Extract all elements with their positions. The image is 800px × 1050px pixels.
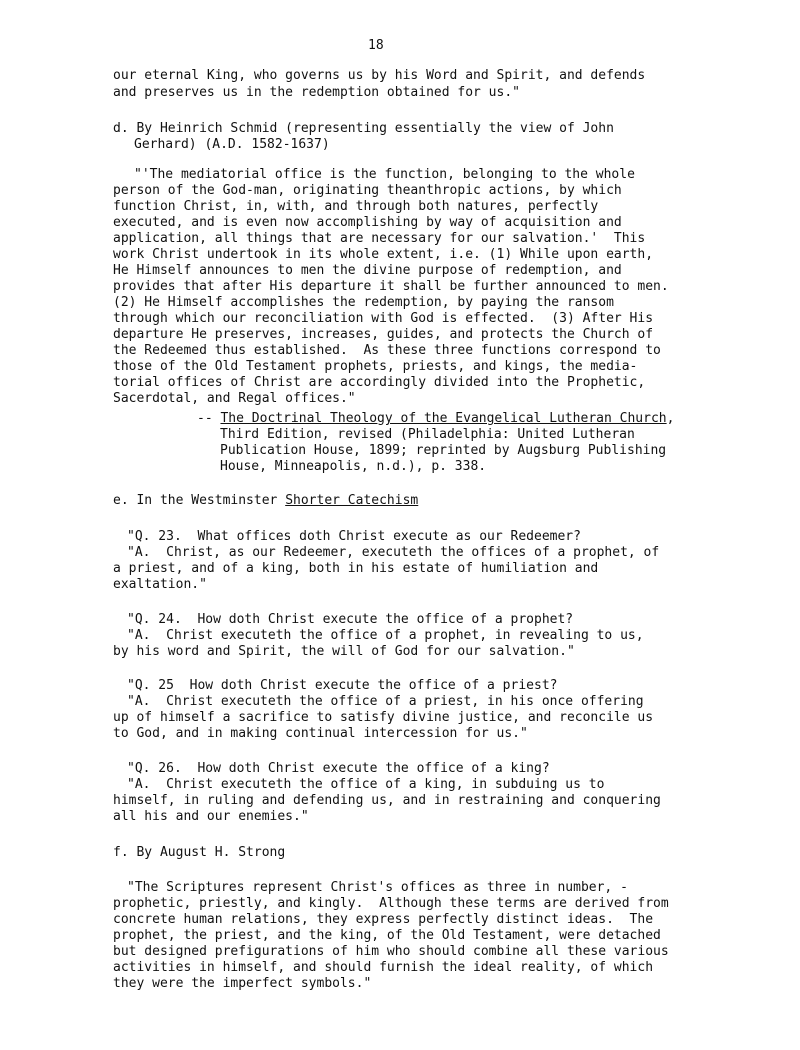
citation-line: [197, 411, 674, 427]
text-line: through which our reconciliation with God is effected. (3) After His: [113, 311, 654, 326]
text-line: concrete human relations, they express perfectly distinct ideas. The: [113, 912, 654, 927]
text-line: provides that after His departure it shall be further announced to men.: [113, 279, 669, 294]
answer-line: exaltation.": [113, 577, 207, 592]
answer-line: "A. Christ, as our Redeemer, executeth the offices of a prophet, of: [127, 545, 660, 560]
text-line: "'The mediatorial office is the function, belonging to the whole: [134, 167, 635, 182]
question-line: "Q. 26. How doth Christ execute the office of a king?: [127, 761, 550, 776]
citation-line: House, Minneapolis, n.d.), p. 338.: [220, 459, 487, 474]
text-line: function Christ, in, with, and through both natures, perfectly: [113, 199, 599, 214]
citation-title-suffix: ,: [666, 411, 675, 426]
text-line: but designed prefigurations of him who should combine all these various: [113, 944, 669, 959]
citation-line: Publication House, 1899; reprinted by Augsburg Publishing: [220, 443, 667, 458]
question-line: "Q. 23. What offices doth Christ execute as our Redeemer?: [127, 529, 581, 544]
text-line: torial offices of Christ are accordingly divided into the Prophetic,: [113, 375, 646, 390]
text-line: (2) He Himself accomplishes the redemption, by paying the ransom: [113, 295, 614, 310]
answer-line: "A. Christ executeth the office of a king, in subduing us to: [127, 777, 605, 792]
answer-line: by his word and Spirit, the will of God for our salvation.": [113, 644, 575, 659]
text-line: and preserves us in the redemption obtained for us.": [113, 85, 520, 100]
answer-line: up of himself a sacrifice to satisfy divine justice, and reconcile us: [113, 710, 654, 725]
page-number: 18: [368, 38, 384, 53]
answer-line: a priest, and of a king, both in his estate of humiliation and: [113, 561, 599, 576]
section-heading: Gerhard) (A.D. 1582-1637): [134, 137, 330, 152]
answer-line: all his and our enemies.": [113, 809, 309, 824]
text-line: work Christ undertook in its whole extent, i.e. (1) While upon earth,: [113, 247, 654, 262]
citation-title: The Doctrinal Theology of the Evangelical Lutheran Church: [220, 411, 667, 426]
text-line: those of the Old Testament prophets, priests, and kings, the media-: [113, 359, 638, 374]
section-heading: [113, 493, 418, 509]
text-line: prophetic, priestly, and kingly. Although these terms are derived from: [113, 896, 669, 911]
heading-prefix: e. In the Westminster: [113, 493, 286, 508]
text-line: they were the imperfect symbols.": [113, 976, 372, 991]
citation-line: Third Edition, revised (Philadelphia: United Lutheran: [220, 427, 635, 442]
catechism-title: Shorter Catechism: [285, 493, 419, 508]
text-line: He Himself announces to men the divine purpose of redemption, and: [113, 263, 622, 278]
text-line: executed, and is even now accomplishing by way of acquisition and: [113, 215, 622, 230]
text-line: Sacerdotal, and Regal offices.": [113, 391, 356, 406]
text-line: person of the God-man, originating theanthropic actions, by which: [113, 183, 622, 198]
answer-line: "A. Christ executeth the office of a priest, in his once offering: [127, 694, 644, 709]
text-line: departure He preserves, increases, guides, and protects the Church of: [113, 327, 654, 342]
text-line: activities in himself, and should furnish the ideal reality, of which: [113, 960, 654, 975]
citation-dash: --: [197, 411, 221, 426]
section-heading: d. By Heinrich Schmid (representing essentially the view of John: [113, 121, 614, 136]
section-heading: f. By August H. Strong: [113, 845, 286, 860]
text-line: our eternal King, who governs us by his Word and Spirit, and defends: [113, 68, 646, 83]
text-line: application, all things that are necessary for our salvation.' This: [113, 231, 646, 246]
question-line: "Q. 25 How doth Christ execute the office of a priest?: [127, 678, 558, 693]
answer-line: himself, in ruling and defending us, and in restraining and conquering: [113, 793, 661, 808]
question-line: "Q. 24. How doth Christ execute the office of a prophet?: [127, 612, 574, 627]
text-line: "The Scriptures represent Christ's offices as three in number, -: [127, 880, 628, 895]
answer-line: to God, and in making continual intercession for us.": [113, 726, 528, 741]
text-line: the Redeemed thus established. As these three functions correspond to: [113, 343, 661, 358]
text-line: prophet, the priest, and the king, of the Old Testament, were detached: [113, 928, 661, 943]
answer-line: "A. Christ executeth the office of a prophet, in revealing to us,: [127, 628, 644, 643]
